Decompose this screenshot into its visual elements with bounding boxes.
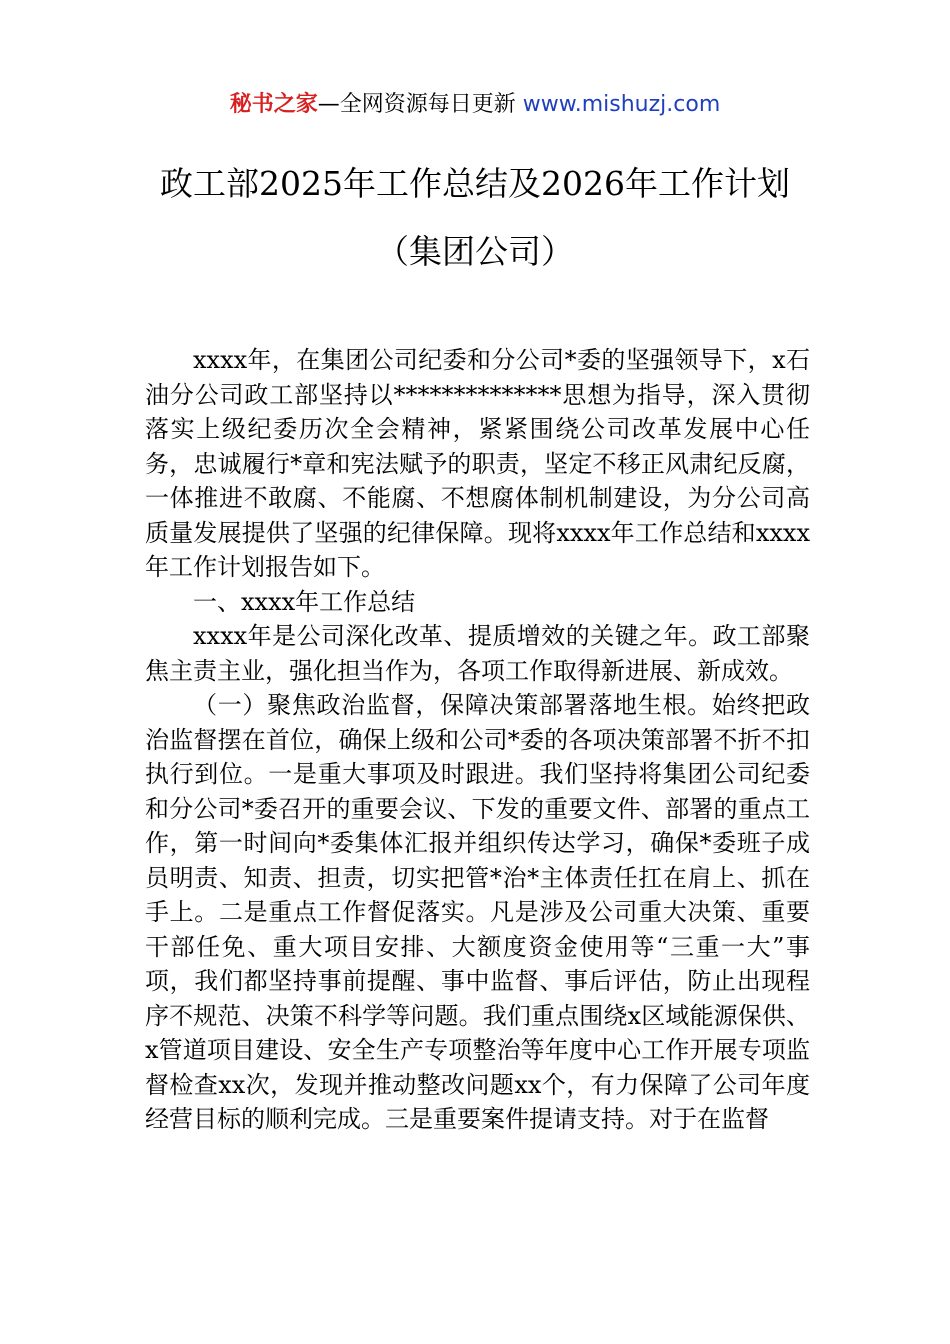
header-dash: — <box>317 92 340 117</box>
header-brand: 秘书之家 <box>229 92 318 117</box>
site-header <box>0 88 950 122</box>
document-title: 政工部2025年工作总结及2026年工作计划 <box>160 164 790 203</box>
header-url-link[interactable]: www.mishuzj.com <box>522 92 721 117</box>
paragraph-political-supervision: （一）聚焦政治监督，保障决策部署落地生根。始终把政治监督摆在首位，确保上级和公司*委的各项决策部署不折不扣执行到位。一是重大事项及时跟进。我们坚持将集团公司纪委和分公司*委召开的重要会议、下发的重要文件、部署的重点工作，第一时间向*委集体汇报并组织传达学习，确保*委班子成员明责、知责、担责，切实把管*治*主体责任扛在肩上、抓在手上。二是重点工作督促落实。凡是涉及公司重大决策、重要干部任免、重大项目安排、大额度资金使用等“三重一大”事项，我们都坚持事前提醒、事中监督、事后评估，防止出现程序不规范、决策不科学等问题。我们重点围绕x区域能源保供、x管道项目建设、安全生产专项整治等年度中心工作开展专项监督检查xx次，发现并推动整改问题xx个，有力保障了公司年度经营目标的顺利完成。三是重要案件提请支持。对于在监督 <box>145 691 810 1133</box>
header-slogan: 全网资源每日更新 <box>339 92 516 117</box>
paragraph-summary: xxxx年是公司深化改革、提质增效的关键之年。政工部聚焦主责主业，强化担当作为，各项工作取得新进展、新成效。 <box>145 622 810 685</box>
document-body <box>145 343 810 1137</box>
paragraph-intro: xxxx年，在集团公司纪委和分公司*委的坚强领导下，x石油分公司政工部坚持以**************思想为指导，深入贯彻落实上级纪委历次全会精神，紧紧围绕公司改革发展中心任务，忠诚履行*章和宪法赋予的职责，坚定不移正风肃纪反腐，一体推进不敢腐、不能腐、不想腐体制机制建设，为分公司高质量发展提供了坚强的纪律保障。现将xxxx年工作总结和xxxx年工作计划报告如下。 <box>145 346 810 581</box>
section-heading: 一、xxxx年工作总结 <box>193 587 416 616</box>
document-subtitle: （集团公司） <box>376 232 574 271</box>
